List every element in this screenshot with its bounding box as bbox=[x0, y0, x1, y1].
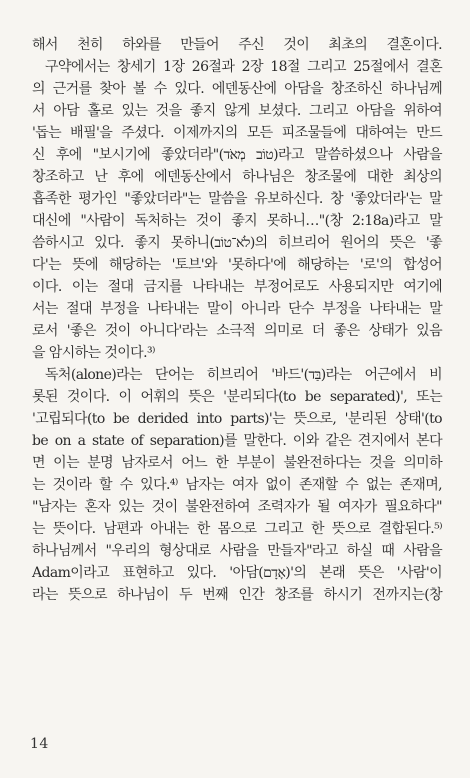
text-line: 롯된 것이다. 이 어휘의 뜻은 '분리되다(to be separated)', 또는 bbox=[32, 389, 442, 405]
text-line: "남자는 혼자 있는 것이 불완전하여 조력자가 될 여자가 필요하다" bbox=[32, 499, 442, 515]
text-line: Adam이라고 표현하고 있다. '아담(אָדָם)'의 본래 뜻은 '사람'이 bbox=[32, 565, 442, 581]
text-line: 을 암시하는 것이다.³⁾ bbox=[32, 345, 155, 361]
text-line: 는 것이라 할 수 있다.⁴⁾ 남자는 여자 없이 존재할 수 없는 존재며, bbox=[32, 477, 442, 493]
text-line: 는 뜻이다. 남편과 아내는 한 몸으로 그리고 한 뜻으로 결합된다.⁵⁾ bbox=[32, 521, 442, 537]
text-line: 신 후에 "보시기에 좋았더라"(טוֹב מְאֹד)라고 말씀하셨으나 사람을 bbox=[32, 147, 442, 163]
text-line: '돕는 배필'을 주셨다. 이제까지의 모든 피조물들에 대하여는 만드 bbox=[32, 125, 442, 141]
text-line: 이다. 이는 절대 금지를 나타내는 부정어로도 사용되지만 여기에 bbox=[32, 279, 442, 295]
body-text bbox=[32, 34, 442, 606]
text-line: 독처(alone)라는 단어는 히브리어 '바드'(בַּד)라는 어근에서 비 bbox=[45, 367, 443, 383]
text-line: 다'는 뜻에 해당하는 '토브'와 '못하다'에 해당하는 '로'의 합성어 bbox=[32, 257, 442, 273]
text-line: 서는 절대 부정을 나타내는 말이 아니라 단수 부정을 나타내는 말 bbox=[32, 301, 442, 317]
text-line: 라는 뜻으로 하나님이 두 번째 인간 창조를 하시기 전까지는(창 bbox=[32, 587, 442, 603]
text-line: '고립되다(to be derided into parts)'는 뜻으로, '분리된 상태'(to bbox=[32, 411, 442, 427]
text-line: 로서 '좋은 것이 아니다'라는 소극적 의미로 더 좋은 상태가 있음 bbox=[32, 323, 442, 339]
text-line: 서 아담 홀로 있는 것을 좋지 않게 보셨다. 그리고 아담을 위하여 bbox=[32, 103, 442, 119]
text-line: 의 근거를 찾아 볼 수 있다. 에덴동산에 아담을 창조하신 하나님께 bbox=[32, 81, 442, 97]
text-line: 대신에 "사람이 독처하는 것이 좋지 못하니…"(창 2:18a)라고 말 bbox=[32, 213, 442, 229]
text-line: 창조하고 난 후에 에덴동산에서 하나님은 창조물에 대한 최상의 bbox=[32, 169, 442, 185]
text-line: 흡족한 평가인 "좋았더라"는 말씀을 유보하신다. 창 '좋았더라'는 말 bbox=[32, 191, 442, 207]
text-line: 구약에서는 창세기 1장 26절과 2장 18절 그리고 25절에서 결혼 bbox=[45, 59, 442, 75]
page-number: 14 bbox=[30, 736, 49, 752]
text-line: 하나님께서 "우리의 형상대로 사람을 만들자"라고 하실 때 사람을 bbox=[32, 543, 442, 559]
text-line: 면 이는 분명 남자로서 어느 한 부분이 불완전하다는 것을 의미하 bbox=[32, 455, 442, 471]
text-line: 해서 천히 하와를 만들어 주신 것이 최초의 결혼이다. bbox=[32, 37, 442, 53]
text-line: 씀하시고 있다. 좋지 못하니(לֹא־טוֹב)의 히브리어 원어의 뜻은 '좋 bbox=[32, 235, 442, 251]
text-line: be on a state of separation)를 말한다. 이와 같은 견지에서 본다 bbox=[32, 433, 442, 449]
